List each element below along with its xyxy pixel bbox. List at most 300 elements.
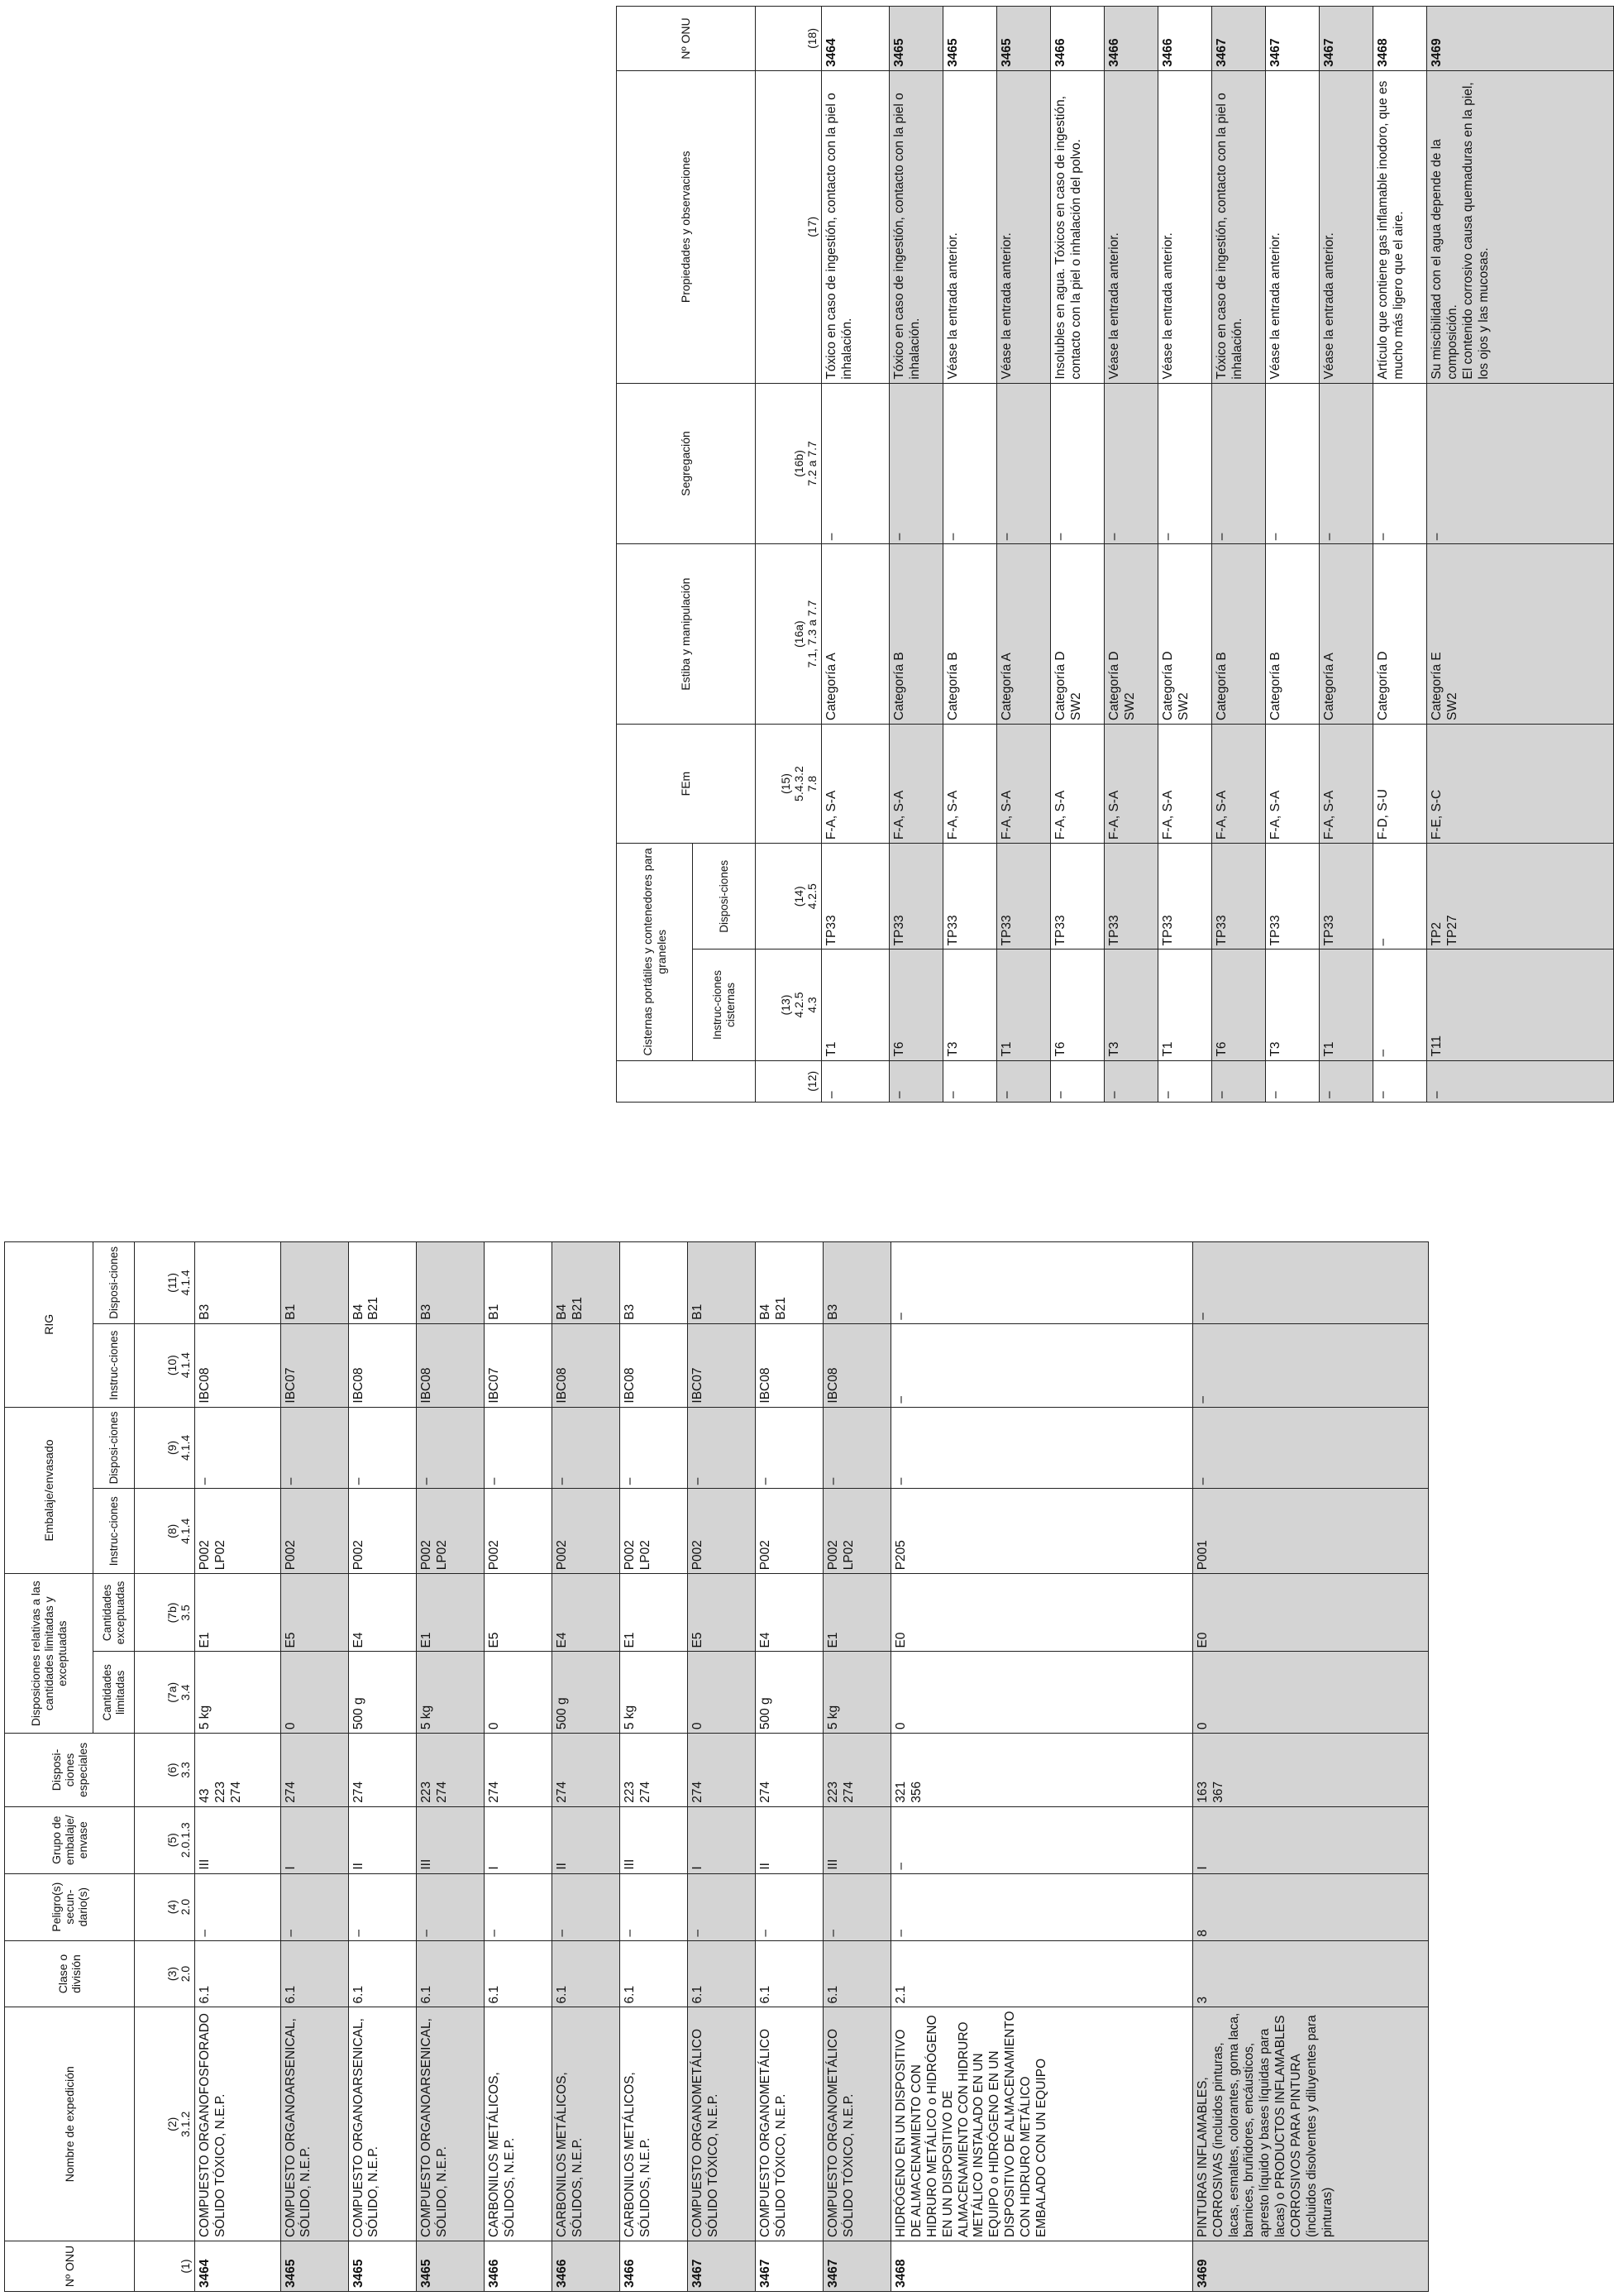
column-number: (7a) 3.4 xyxy=(135,1652,195,1734)
row-excepted-quantity: E5 xyxy=(280,1574,348,1652)
row-ibc-provision: B4 B21 xyxy=(348,1242,416,1324)
row-un-no: 3466 xyxy=(1051,7,1105,71)
row-col12: – xyxy=(1373,1060,1427,1102)
table-row xyxy=(1427,7,1614,1103)
row-segregation: – xyxy=(890,383,943,544)
row-ems: F-A, S-A xyxy=(890,724,943,843)
row-ems: F-A, S-A xyxy=(1158,724,1212,843)
row-un-no: 3465 xyxy=(943,7,997,71)
row-excepted-quantity: E0 xyxy=(1192,1574,1428,1652)
row-segregation: – xyxy=(822,383,890,544)
table-row xyxy=(823,1242,891,2292)
row-ibc-provision: B3 xyxy=(195,1242,281,1324)
row-ibc-instruction: IBC08 xyxy=(755,1323,823,1407)
row-limited-quantity: 500 g xyxy=(348,1652,416,1734)
table-row xyxy=(484,1242,552,2292)
row-un-no: 3464 xyxy=(822,7,890,71)
table-row xyxy=(1373,7,1427,1103)
row-properties: Artículo que contiene gas inflamable inodoro, que es mucho más ligero que el aire. xyxy=(1373,70,1427,383)
row-excepted-quantity: E4 xyxy=(552,1574,619,1652)
row-ibc-provision: B4 B21 xyxy=(755,1242,823,1324)
header-subsidiary-risk: Peligro(s) secun-dario(s) xyxy=(5,1873,135,1940)
row-properties: Véase la entrada anterior. xyxy=(943,70,997,383)
column-number: (3) 2.0 xyxy=(135,1940,195,2007)
row-limited-quantity: 0 xyxy=(484,1652,552,1734)
row-ibc-provision: B3 xyxy=(416,1242,484,1324)
row-stowage: Categoría B xyxy=(890,544,943,725)
row-packaging-provision: – xyxy=(1192,1407,1428,1489)
row-ibc-provision: – xyxy=(1192,1242,1428,1324)
row-special-provisions: 321 356 xyxy=(891,1734,1192,1807)
row-packaging-provision: – xyxy=(348,1407,416,1489)
row-packaging-instruction: P002 LP02 xyxy=(416,1489,484,1574)
row-packing-group: III xyxy=(619,1806,687,1873)
row-class: 6.1 xyxy=(195,1940,281,2007)
header-tank-instructions: Instruc-ciones cisternas xyxy=(693,949,756,1060)
row-limited-quantity: 5 kg xyxy=(619,1652,687,1734)
table-row xyxy=(997,7,1051,1103)
header-class: Clase o división xyxy=(5,1940,135,2007)
row-packaging-instruction: P002 xyxy=(348,1489,416,1574)
row-packing-group: – xyxy=(891,1806,1192,1873)
table-columns-1-11 xyxy=(4,1241,1429,2292)
column-number: (16a) 7.1, 7.3 a 7.7 xyxy=(756,544,822,725)
row-un-no: 3465 xyxy=(280,2241,348,2292)
row-special-provisions: 274 xyxy=(280,1734,348,1807)
row-un-no: 3468 xyxy=(1373,7,1427,71)
row-class: 6.1 xyxy=(416,1940,484,2007)
row-ibc-instruction: IBC08 xyxy=(552,1323,619,1407)
header-packaging-group: Embalaje/envasado xyxy=(5,1407,93,1574)
row-stowage: Categoría D SW2 xyxy=(1051,544,1105,725)
row-un-no: 3468 xyxy=(891,2241,1192,2292)
row-packaging-provision: – xyxy=(484,1407,552,1489)
row-special-provisions: 223 274 xyxy=(416,1734,484,1807)
row-col12: – xyxy=(1212,1060,1266,1102)
row-stowage: Categoría E SW2 xyxy=(1427,544,1614,725)
row-subsidiary-risk: 8 xyxy=(1192,1873,1428,1940)
row-packaging-instruction: P002 xyxy=(280,1489,348,1574)
row-segregation: – xyxy=(1320,383,1373,544)
row-limited-quantity: 5 kg xyxy=(416,1652,484,1734)
row-un-no: 3464 xyxy=(195,2241,281,2292)
row-un-no: 3465 xyxy=(348,2241,416,2292)
header-shipping-name: Nombre de expedición xyxy=(5,2007,135,2241)
row-un-no: 3466 xyxy=(1158,7,1212,71)
column-number: (1) xyxy=(135,2241,195,2292)
row-un-no: 3467 xyxy=(823,2241,891,2292)
row-tank-instruction: T1 xyxy=(822,949,890,1060)
row-stowage: Categoría B xyxy=(1266,544,1320,725)
row-special-provisions: 274 xyxy=(484,1734,552,1807)
table-row xyxy=(1212,7,1266,1103)
column-number: (14) 4.2.5 xyxy=(756,844,822,949)
row-packing-group: III xyxy=(416,1806,484,1873)
row-class: 6.1 xyxy=(823,1940,891,2007)
row-tank-provision: TP33 xyxy=(1105,844,1158,949)
row-packaging-instruction: P002 LP02 xyxy=(195,1489,281,1574)
row-subsidiary-risk: – xyxy=(484,1873,552,1940)
table-row xyxy=(619,1242,687,2292)
row-ibc-provision: B1 xyxy=(484,1242,552,1324)
row-stowage: Categoría D SW2 xyxy=(1105,544,1158,725)
header-excepted-quantities: Cantidades exceptuadas xyxy=(93,1574,135,1652)
row-ibc-provision: B1 xyxy=(280,1242,348,1324)
row-segregation: – xyxy=(1158,383,1212,544)
row-properties: Su miscibilidad con el agua depende de la composición. El contenido corrosivo causa quemaduras en la piel, los ojos y las mucosas. xyxy=(1427,70,1614,383)
row-limited-quantity: 500 g xyxy=(755,1652,823,1734)
table-row xyxy=(552,1242,619,2292)
column-number: (18) xyxy=(756,7,822,71)
row-tank-provision: TP2 TP27 xyxy=(1427,844,1614,949)
row-ems: F-A, S-A xyxy=(1266,724,1320,843)
row-tank-instruction: T6 xyxy=(1051,949,1105,1060)
table-columns-12-18 xyxy=(616,6,1614,1103)
row-shipping-name: COMPUESTO ORGANOFOSFORADO SÓLIDO TÓXICO, N.E.P. xyxy=(195,2007,281,2241)
row-limited-quantity: 0 xyxy=(280,1652,348,1734)
header-packing-group: Grupo de embalaje/ envase xyxy=(5,1806,135,1873)
row-un-no: 3469 xyxy=(1427,7,1614,71)
row-stowage: Categoría A xyxy=(997,544,1051,725)
row-segregation: – xyxy=(1373,383,1427,544)
row-special-provisions: 274 xyxy=(687,1734,755,1807)
row-ibc-instruction: IBC07 xyxy=(484,1323,552,1407)
row-tank-provision: TP33 xyxy=(1320,844,1373,949)
row-packaging-provision: – xyxy=(280,1407,348,1489)
table-row xyxy=(1051,7,1105,1103)
row-subsidiary-risk: – xyxy=(755,1873,823,1940)
row-special-provisions: 274 xyxy=(348,1734,416,1807)
row-col12: – xyxy=(1320,1060,1373,1102)
row-un-no: 3467 xyxy=(1266,7,1320,71)
row-segregation: – xyxy=(943,383,997,544)
row-ibc-instruction: – xyxy=(891,1323,1192,1407)
row-packaging-provision: – xyxy=(891,1407,1192,1489)
row-stowage: Categoría B xyxy=(943,544,997,725)
header-un-no: Nº ONU xyxy=(5,2241,135,2292)
row-ems: F-E, S-C xyxy=(1427,724,1614,843)
row-class: 6.1 xyxy=(619,1940,687,2007)
column-number: (9) 4.1.4 xyxy=(135,1407,195,1489)
row-stowage: Categoría B xyxy=(1212,544,1266,725)
row-properties: Insolubles en agua. Tóxicos en caso de ingestión, contacto con la piel o inhalación del polvo. xyxy=(1051,70,1105,383)
row-tank-provision: TP33 xyxy=(1266,844,1320,949)
row-tank-provision: TP33 xyxy=(943,844,997,949)
row-excepted-quantity: E1 xyxy=(416,1574,484,1652)
column-number: (4) 2.0 xyxy=(135,1873,195,1940)
row-packaging-provision: – xyxy=(416,1407,484,1489)
row-un-no: 3466 xyxy=(619,2241,687,2292)
row-un-no: 3465 xyxy=(416,2241,484,2292)
column-number: (8) 4.1.4 xyxy=(135,1489,195,1574)
row-packaging-instruction: P002 xyxy=(552,1489,619,1574)
row-shipping-name: COMPUESTO ORGANOMETÁLICO SÓLIDO TÓXICO, N.E.P. xyxy=(755,2007,823,2241)
row-shipping-name: PINTURAS INFLAMABLES, CORROSIVAS (incluidos pinturas, lacas, esmaltes, colorantes, goma laca, barnices, bruñidores, encáusticos, apresto líquido y bases líquidas para lacas) o PRODUCTOS INFLAMABLES CORROSIVOS PARA PINTURA (incluidos disolventes y diluyentes para pinturas) xyxy=(1192,2007,1428,2241)
row-ibc-instruction: IBC08 xyxy=(348,1323,416,1407)
header-ems: FEm xyxy=(617,724,756,843)
row-excepted-quantity: E5 xyxy=(687,1574,755,1652)
row-tank-instruction: T1 xyxy=(997,949,1051,1060)
row-un-no: 3467 xyxy=(755,2241,823,2292)
row-packaging-provision: – xyxy=(687,1407,755,1489)
table-row xyxy=(416,1242,484,2292)
column-number: (5) 2.0.1.3 xyxy=(135,1806,195,1873)
row-excepted-quantity: E4 xyxy=(348,1574,416,1652)
row-packing-group: II xyxy=(552,1806,619,1873)
row-ibc-instruction: IBC08 xyxy=(619,1323,687,1407)
row-un-no: 3466 xyxy=(484,2241,552,2292)
table-row xyxy=(890,7,943,1103)
row-ems: F-A, S-A xyxy=(822,724,890,843)
row-limited-quantity: 5 kg xyxy=(195,1652,281,1734)
row-packaging-provision: – xyxy=(552,1407,619,1489)
column-number: (7b) 3.5 xyxy=(135,1574,195,1652)
row-packaging-instruction: P002 LP02 xyxy=(823,1489,891,1574)
row-packing-group: III xyxy=(195,1806,281,1873)
row-properties: Véase la entrada anterior. xyxy=(1105,70,1158,383)
header-limited-excepted-group: Disposiciones relativas a las cantidades limitadas y exceptuadas xyxy=(5,1574,93,1734)
row-class: 6.1 xyxy=(484,1940,552,2007)
row-un-no: 3467 xyxy=(1320,7,1373,71)
row-packaging-instruction: P002 xyxy=(755,1489,823,1574)
row-special-provisions: 223 274 xyxy=(619,1734,687,1807)
row-packaging-instruction: P002 xyxy=(484,1489,552,1574)
row-packaging-instruction: P002 xyxy=(687,1489,755,1574)
row-un-no: 3467 xyxy=(1212,7,1266,71)
header-stowage: Estiba y manipulación xyxy=(617,544,756,725)
row-excepted-quantity: E1 xyxy=(195,1574,281,1652)
row-tank-instruction: T11 xyxy=(1427,949,1614,1060)
row-subsidiary-risk: – xyxy=(619,1873,687,1940)
row-class: 6.1 xyxy=(687,1940,755,2007)
row-tank-instruction: T3 xyxy=(1266,949,1320,1060)
row-tank-provision: TP33 xyxy=(1158,844,1212,949)
table-row xyxy=(943,7,997,1103)
row-col12: – xyxy=(943,1060,997,1102)
row-segregation: – xyxy=(1212,383,1266,544)
row-packaging-provision: – xyxy=(195,1407,281,1489)
row-special-provisions: 163 367 xyxy=(1192,1734,1428,1807)
row-special-provisions: 223 274 xyxy=(823,1734,891,1807)
header-ibc-provisions: Disposi-ciones xyxy=(93,1242,135,1324)
row-ibc-instruction: IBC07 xyxy=(687,1323,755,1407)
row-col12: – xyxy=(997,1060,1051,1102)
header-properties: Propiedades y observaciones xyxy=(617,70,756,383)
row-ibc-provision: B3 xyxy=(619,1242,687,1324)
row-tank-provision: TP33 xyxy=(1051,844,1105,949)
row-packaging-provision: – xyxy=(755,1407,823,1489)
row-ibc-provision: B3 xyxy=(823,1242,891,1324)
row-ems: F-A, S-A xyxy=(1320,724,1373,843)
row-class: 6.1 xyxy=(552,1940,619,2007)
table-row xyxy=(195,1242,281,2292)
row-limited-quantity: 5 kg xyxy=(823,1652,891,1734)
row-packaging-instruction: P205 xyxy=(891,1489,1192,1574)
header-col12-blank xyxy=(617,1060,756,1102)
column-number: (13) 4.2.5 4.3 xyxy=(756,949,822,1060)
row-packing-group: I xyxy=(280,1806,348,1873)
table-row xyxy=(755,1242,823,2292)
row-ems: F-D, S-U xyxy=(1373,724,1427,843)
row-tank-instruction: T1 xyxy=(1158,949,1212,1060)
row-col12: – xyxy=(1427,1060,1614,1102)
row-special-provisions: 43 223 274 xyxy=(195,1734,281,1807)
row-subsidiary-risk: – xyxy=(348,1873,416,1940)
column-number: (6) 3.3 xyxy=(135,1734,195,1807)
row-shipping-name: COMPUESTO ORGANOARSENICAL, SÓLIDO, N.E.P. xyxy=(348,2007,416,2241)
row-un-no: 3465 xyxy=(997,7,1051,71)
table-row xyxy=(822,7,890,1103)
row-subsidiary-risk: – xyxy=(687,1873,755,1940)
row-col12: – xyxy=(1051,1060,1105,1102)
row-limited-quantity: 500 g xyxy=(552,1652,619,1734)
row-properties: Tóxico en caso de ingestión, contacto con la piel o inhalación. xyxy=(1212,70,1266,383)
row-packaging-provision: – xyxy=(619,1407,687,1489)
table-row xyxy=(687,1242,755,2292)
column-number: (11) 4.1.4 xyxy=(135,1242,195,1324)
row-subsidiary-risk: – xyxy=(280,1873,348,1940)
row-ibc-provision: – xyxy=(891,1242,1192,1324)
header-ibc-group: RIG xyxy=(5,1242,93,1408)
row-properties: Véase la entrada anterior. xyxy=(1266,70,1320,383)
header-segregation: Segregación xyxy=(617,383,756,544)
row-col12: – xyxy=(1266,1060,1320,1102)
row-subsidiary-risk: – xyxy=(552,1873,619,1940)
row-packing-group: I xyxy=(1192,1806,1428,1873)
column-number: (15) 5.4.3.2 7.8 xyxy=(756,724,822,843)
row-excepted-quantity: E1 xyxy=(619,1574,687,1652)
row-class: 6.1 xyxy=(280,1940,348,2007)
row-segregation: – xyxy=(1266,383,1320,544)
row-subsidiary-risk: – xyxy=(823,1873,891,1940)
row-shipping-name: HIDRÓGENO EN UN DISPOSITIVO DE ALMACENAMIENTO CON HIDRURO METÁLICO o HIDRÓGENO EN UN DISPOSITIVO DE ALMACENAMIENTO CON HIDRURO METÁLICO INSTALADO EN UN EQUIPO o HIDRÓGENO EN UN DISPOSITIVO DE ALMACENAMIENTO CON HIDRURO METÁLICO EMBALADO CON UN EQUIPO xyxy=(891,2007,1192,2241)
column-number: (12) xyxy=(756,1060,822,1102)
row-segregation: – xyxy=(997,383,1051,544)
row-ibc-instruction: IBC08 xyxy=(195,1323,281,1407)
row-class: 6.1 xyxy=(348,1940,416,2007)
row-tank-provision: – xyxy=(1373,844,1427,949)
row-excepted-quantity: E5 xyxy=(484,1574,552,1652)
header-ibc-instructions: Instruc-ciones xyxy=(93,1323,135,1407)
row-ems: F-A, S-A xyxy=(997,724,1051,843)
table-row xyxy=(891,1242,1192,2292)
row-class: 3 xyxy=(1192,1940,1428,2007)
table-row xyxy=(348,1242,416,2292)
row-properties: Véase la entrada anterior. xyxy=(1320,70,1373,383)
row-shipping-name: CARBONILOS METÁLICOS, SÓLIDOS, N.E.P. xyxy=(552,2007,619,2241)
row-limited-quantity: 0 xyxy=(1192,1652,1428,1734)
row-properties: Véase la entrada anterior. xyxy=(997,70,1051,383)
row-excepted-quantity: E0 xyxy=(891,1574,1192,1652)
row-tank-instruction: – xyxy=(1373,949,1427,1060)
row-shipping-name: COMPUESTO ORGANOARSENICAL, SÓLIDO, N.E.P. xyxy=(280,2007,348,2241)
row-ems: F-A, S-A xyxy=(1051,724,1105,843)
table-row xyxy=(1158,7,1212,1103)
row-subsidiary-risk: – xyxy=(416,1873,484,1940)
header-special-provisions: Disposi-ciones especiales xyxy=(5,1734,135,1807)
row-special-provisions: 274 xyxy=(755,1734,823,1807)
row-tank-provision: TP33 xyxy=(1212,844,1266,949)
row-tank-instruction: T1 xyxy=(1320,949,1373,1060)
table-row xyxy=(1266,7,1320,1103)
row-un-no: 3466 xyxy=(552,2241,619,2292)
row-tank-provision: TP33 xyxy=(997,844,1051,949)
row-class: 6.1 xyxy=(755,1940,823,2007)
row-ibc-provision: B1 xyxy=(687,1242,755,1324)
row-properties: Tóxico en caso de ingestión, contacto con la piel o inhalación. xyxy=(822,70,890,383)
row-segregation: – xyxy=(1051,383,1105,544)
row-ibc-instruction: IBC07 xyxy=(280,1323,348,1407)
row-ems: F-A, S-A xyxy=(943,724,997,843)
row-ibc-instruction: IBC08 xyxy=(823,1323,891,1407)
column-number: (10) 4.1.4 xyxy=(135,1323,195,1407)
row-ems: F-A, S-A xyxy=(1105,724,1158,843)
row-ibc-instruction: – xyxy=(1192,1323,1428,1407)
column-number: (17) xyxy=(756,70,822,383)
row-tank-instruction: T3 xyxy=(943,949,997,1060)
table-row xyxy=(1320,7,1373,1103)
row-un-no: 3467 xyxy=(687,2241,755,2292)
dangerous-goods-list-left xyxy=(4,1241,1429,2292)
row-stowage: Categoría A xyxy=(822,544,890,725)
row-un-no: 3469 xyxy=(1192,2241,1428,2292)
column-number: (16b) 7.2 a 7.7 xyxy=(756,383,822,544)
header-packaging-instructions: Instruc-ciones xyxy=(93,1489,135,1574)
row-packing-group: II xyxy=(755,1806,823,1873)
table-row xyxy=(1105,7,1158,1103)
row-col12: – xyxy=(1105,1060,1158,1102)
row-properties: Véase la entrada anterior. xyxy=(1158,70,1212,383)
row-segregation: – xyxy=(1105,383,1158,544)
row-shipping-name: COMPUESTO ORGANOMETÁLICO SÓLIDO TÓXICO, N.E.P. xyxy=(823,2007,891,2241)
row-limited-quantity: 0 xyxy=(891,1652,1192,1734)
row-tank-provision: TP33 xyxy=(822,844,890,949)
row-properties: Tóxico en caso de ingestión, contacto con la piel o inhalación. xyxy=(890,70,943,383)
row-excepted-quantity: E1 xyxy=(823,1574,891,1652)
row-subsidiary-risk: – xyxy=(891,1873,1192,1940)
header-tanks-group: Cisternas portátiles y contenedores para graneles xyxy=(617,844,693,1060)
table-row xyxy=(280,1242,348,2292)
row-packaging-provision: – xyxy=(823,1407,891,1489)
row-class: 2.1 xyxy=(891,1940,1192,2007)
row-packing-group: II xyxy=(348,1806,416,1873)
row-packaging-instruction: P002 LP02 xyxy=(619,1489,687,1574)
row-tank-instruction: T3 xyxy=(1105,949,1158,1060)
row-stowage: Categoría D SW2 xyxy=(1158,544,1212,725)
row-packaging-instruction: P001 xyxy=(1192,1489,1428,1574)
row-special-provisions: 274 xyxy=(552,1734,619,1807)
row-ibc-instruction: IBC08 xyxy=(416,1323,484,1407)
row-excepted-quantity: E4 xyxy=(755,1574,823,1652)
row-tank-instruction: T6 xyxy=(890,949,943,1060)
row-tank-instruction: T6 xyxy=(1212,949,1266,1060)
row-col12: – xyxy=(1158,1060,1212,1102)
row-un-no: 3466 xyxy=(1105,7,1158,71)
table-row xyxy=(1192,1242,1428,2292)
row-col12: – xyxy=(822,1060,890,1102)
header-tank-provisions: Disposi-ciones xyxy=(693,844,756,949)
row-shipping-name: CARBONILOS METÁLICOS, SÓLIDOS, N.E.P. xyxy=(484,2007,552,2241)
row-col12: – xyxy=(890,1060,943,1102)
row-segregation: – xyxy=(1427,383,1614,544)
row-stowage: Categoría D xyxy=(1373,544,1427,725)
row-un-no: 3465 xyxy=(890,7,943,71)
row-packing-group: I xyxy=(484,1806,552,1873)
row-ems: F-A, S-A xyxy=(1212,724,1266,843)
header-un-no: Nº ONU xyxy=(617,7,756,71)
header-limited-quantities: Cantidades limitadas xyxy=(93,1652,135,1734)
column-number: (2) 3.1.2 xyxy=(135,2007,195,2241)
